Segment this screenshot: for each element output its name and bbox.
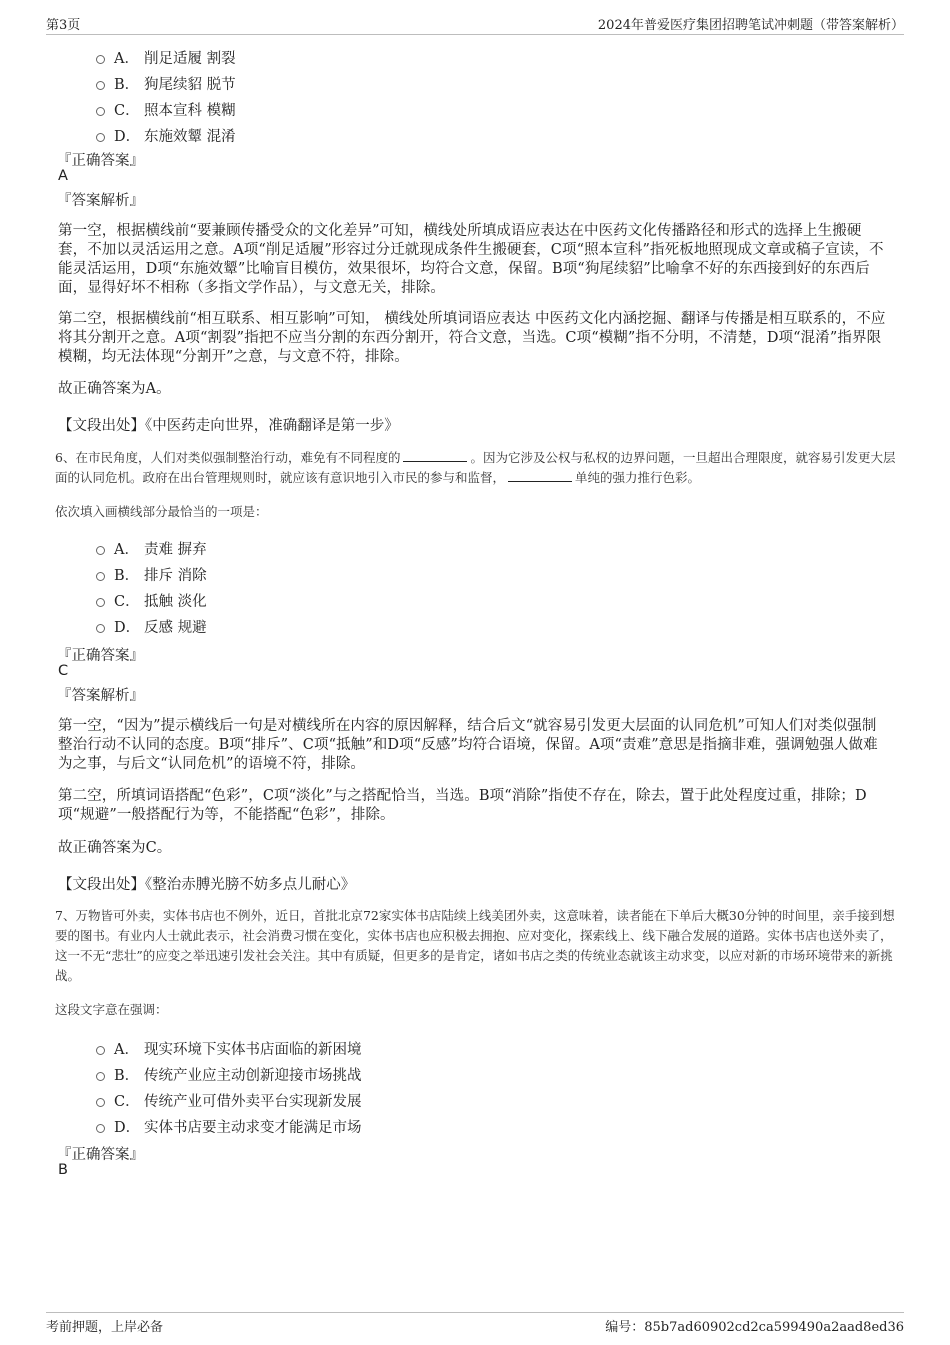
q6-answer-label: 『正确答案』 (57, 648, 144, 664)
page-header (46, 12, 904, 35)
q7-answer: B (58, 1162, 68, 1178)
q6-answer: C (58, 663, 69, 679)
q7-answer-label: 『正确答案』 (57, 1147, 144, 1163)
q6-option-b[interactable]: B． 排斥 消除 (96, 563, 207, 585)
radio-icon[interactable] (96, 598, 105, 607)
q6-source: 【文段出处】《整治赤膊光膀不妨多点儿耐心》 (58, 877, 356, 893)
q7-option-a[interactable]: A． 现实环境下实体书店面临的新困境 (96, 1037, 362, 1059)
q5-source: 【文段出处】《中医药走向世界，准确翻译是第一步》 (58, 418, 399, 434)
q5-conclusion: 故正确答案为A。 (58, 381, 171, 397)
q6-stem: 6、在市民角度，人们对类似强制整治行动，难免有不同程度的 。因为它涉及公权与私权的边界问题，一旦超出合理限度，就容易引发更大层面的认同危机。政府在出台管理规则时，就应该有意识地引入市民的参与和监督， 单纯的强力推行色彩。 (55, 450, 896, 485)
q5-option-a[interactable]: A． 削足适履 割裂 (96, 46, 236, 68)
radio-icon[interactable] (96, 572, 105, 581)
fill-blank (403, 448, 467, 462)
q6-analysis-label: 『答案解析』 (57, 688, 144, 704)
q6-analysis-paragraph: 第二空，所填词语搭配“色彩”，C项“淡化”与之搭配恰当，当选。B项“消除”指使不存在，除去，置于此处程度过重，排除；D项“规避”一般搭配行为等，不能搭配“色彩”，排除。 (58, 788, 867, 823)
q6-conclusion: 故正确答案为C。 (58, 840, 172, 856)
q5-option-d[interactable]: D． 东施效颦 混淆 (96, 124, 236, 146)
page-number: 第3页 (46, 18, 81, 33)
radio-icon[interactable] (96, 81, 105, 90)
fill-blank (508, 468, 572, 482)
q6-option-c[interactable]: C． 抵触 淡化 (96, 589, 207, 611)
radio-icon[interactable] (96, 1098, 105, 1107)
q7-option-b[interactable]: B． 传统产业应主动创新迎接市场挑战 (96, 1063, 362, 1085)
radio-icon[interactable] (96, 133, 105, 142)
radio-icon[interactable] (96, 624, 105, 633)
q7-option-d[interactable]: D． 实体书店要主动求变才能满足市场 (96, 1115, 362, 1137)
q5-analysis-paragraph: 第二空，根据横线前“相互联系、相互影响”可知， 横线处所填词语应表达 中医药文化内涵挖掘、翻译与传播是相互联系的，不应将其分割开之意。A项“割裂”指把不应当分割的东西分割开，符合文意，当选。C项“模糊”指不分明，不清楚，D项“混淆”指界限模糊，均无法体现“分割开”之意，与文意不符，排除。 (58, 311, 886, 365)
radio-icon[interactable] (96, 55, 105, 64)
q5-option-c[interactable]: C． 照本宣科 模糊 (96, 98, 236, 120)
q5-answer-label: 『正确答案』 (57, 153, 144, 169)
q7-stem: 7、万物皆可外卖，实体书店也不例外，近日，首批北京72家实体书店陆续上线美团外卖，这意味着，读者能在下单后大概30分钟的时间里，亲手接到想要的图书。有业内人士就此表示，社会消费习惯在变化，实体书店也应积极去拥抱、应对变化，探索线上、线下融合发展的道路。实体书店也送外卖了，这一不无“悲壮”的应变之举迅速引发社会关注。其中有质疑，但更多的是肯定，诸如书店之类的传统业态就该主动求变，以应对新的市场环境带来的新挑战。 (55, 908, 895, 983)
q5-option-b[interactable]: B． 狗尾续貂 脱节 (96, 72, 236, 94)
q6-prompt: 依次填入画横线部分最恰当的一项是： (55, 504, 268, 519)
q6-option-a[interactable]: A． 责难 摒弃 (96, 537, 207, 559)
radio-icon[interactable] (96, 1072, 105, 1081)
radio-icon[interactable] (96, 107, 105, 116)
document-id: 编号：85b7ad60902cd2ca599490a2aad8ed36 (605, 1320, 904, 1335)
radio-icon[interactable] (96, 1124, 105, 1133)
q6-option-d[interactable]: D． 反感 规避 (96, 615, 207, 637)
q7-prompt: 这段文字意在强调： (55, 1002, 168, 1017)
document-title: 2024年普爱医疗集团招聘笔试冲刺题（带答案解析） (597, 18, 904, 33)
q5-analysis-paragraph: 第一空，根据横线前“要兼顾传播受众的文化差异”可知，横线处所填成语应表达在中医药文化传播路径和形式的选择上生搬硬套，不加以灵活运用之意。A项“削足适履”形容过分迁就现成条件生搬硬套，C项“照本宣科”指死板地照现成文章或稿子宣读，不能灵活运用，D项“东施效颦”比喻盲目模仿，效果很坏，均符合文意，保留。B项“狗尾续貂”比喻拿不好的东西接到好的东西后面，显得好坏不相称（多指文学作品），与文意无关，排除。 (58, 223, 884, 296)
q6-analysis-paragraph: 第一空，“因为”提示横线后一句是对横线所在内容的原因解释，结合后文“就容易引发更大层面的认同危机”可知人们对类似强制整治行动不认同的态度。B项“排斥”、C项“抵触”和D项“反感”均符合语境，保留。A项“责难”意思是指摘非难，强调勉强人做难为之事，与后文“认同危机”的语境不符，排除。 (58, 718, 878, 772)
radio-icon[interactable] (96, 546, 105, 555)
q5-answer: A (58, 168, 68, 184)
q7-option-c[interactable]: C． 传统产业可借外卖平台实现新发展 (96, 1089, 362, 1111)
radio-icon[interactable] (96, 1046, 105, 1055)
q5-analysis-label: 『答案解析』 (57, 193, 144, 209)
footer-slogan: 考前押题，上岸必备 (46, 1320, 164, 1335)
page-footer (46, 1312, 904, 1341)
